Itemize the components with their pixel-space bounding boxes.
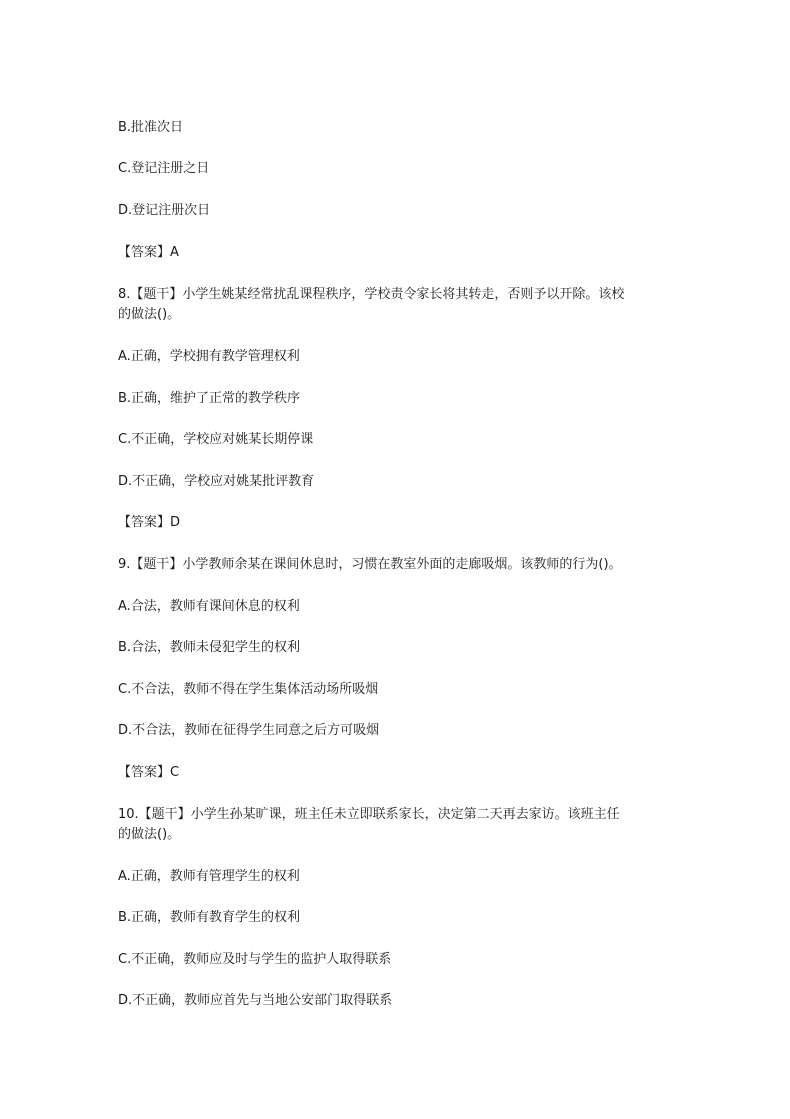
q9-stem-line1: 9.【题干】小学教师余某在课间休息时，习惯在教室外面的走廊吸烟。该教师的行为()。: [118, 557, 622, 572]
q9-option-b: B.合法，教师未侵犯学生的权利: [118, 640, 301, 655]
q8-answer: 【答案】D: [118, 515, 181, 530]
q7-option-d: D.登记注册次日: [118, 203, 211, 218]
q8-stem-line2: 的做法()。: [118, 307, 181, 322]
q9-option-d: D.不合法，教师在征得学生同意之后方可吸烟: [118, 723, 380, 738]
q7-option-c: C.登记注册之日: [118, 161, 210, 176]
q8-option-b: B.正确，维护了正常的教学秩序: [118, 391, 301, 406]
q8-option-a: A.正确，学校拥有教学管理权利: [118, 349, 300, 364]
q7-option-b: B.批准次日: [118, 120, 184, 135]
q10-option-a: A.正确，教师有管理学生的权利: [118, 869, 300, 884]
q9-answer: 【答案】C: [118, 765, 180, 780]
q7-answer: 【答案】A: [118, 245, 179, 260]
q8-option-c: C.不正确，学校应对姚某长期停课: [118, 432, 314, 447]
q9-option-a: A.合法，教师有课间休息的权利: [118, 599, 300, 614]
q8-stem-line1: 8.【题干】小学生姚某经常扰乱课程秩序，学校责令家长将其转走，否则予以开除。该校: [118, 287, 625, 302]
q10-stem-line2: 的做法()。: [118, 827, 181, 842]
q10-option-b: B.正确，教师有教育学生的权利: [118, 910, 301, 925]
q9-option-c: C.不合法，教师不得在学生集体活动场所吸烟: [118, 682, 379, 697]
q10-option-d: D.不正确，教师应首先与当地公安部门取得联系: [118, 993, 393, 1008]
q8-option-d: D.不正确，学校应对姚某批评教育: [118, 474, 315, 489]
q10-stem-line1: 10.【题干】小学生孙某旷课，班主任未立即联系家长，决定第二天再去家访。该班主任: [118, 807, 620, 822]
q10-option-c: C.不正确，教师应及时与学生的监护人取得联系: [118, 952, 392, 967]
